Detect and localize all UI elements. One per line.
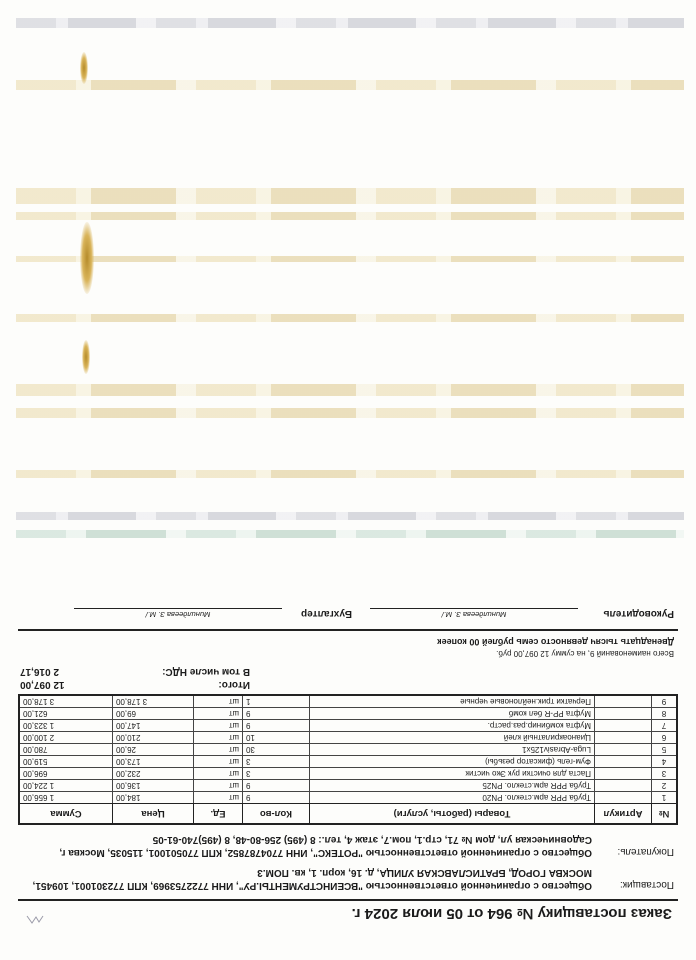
item-qty: 9 bbox=[243, 708, 310, 720]
item-price: 173,00 bbox=[113, 756, 194, 768]
stain-mark bbox=[80, 222, 94, 294]
item-name: Труба PPR арм.стекло. PN25 bbox=[310, 780, 595, 792]
supplier-label: Поставщик: bbox=[619, 879, 674, 890]
item-sum: 1 656,00 bbox=[19, 792, 113, 804]
col-sum-header: Сумма bbox=[19, 804, 113, 825]
item-sku bbox=[595, 695, 652, 708]
accountant-signature-line: Минилдеева З. М./ bbox=[74, 608, 282, 619]
item-number: 7 bbox=[652, 720, 678, 732]
item-price: 3 178,00 bbox=[113, 695, 194, 708]
item-number: 6 bbox=[652, 732, 678, 744]
item-price: 69,00 bbox=[113, 708, 194, 720]
item-sku bbox=[595, 708, 652, 720]
head-signature-line: Минилдеева З. М./ bbox=[370, 608, 578, 619]
item-unit: шт bbox=[194, 744, 243, 756]
item-number: 8 bbox=[652, 708, 678, 720]
col-goods-header: Товары (работы, услуги) bbox=[310, 804, 595, 825]
scan-artifact-band bbox=[16, 18, 684, 28]
item-number: 2 bbox=[652, 780, 678, 792]
signatures-row bbox=[22, 608, 674, 619]
title-divider bbox=[18, 899, 678, 901]
item-sum: 519,00 bbox=[19, 756, 113, 768]
item-unit: шт bbox=[194, 780, 243, 792]
col-qty-header: Кол-во bbox=[243, 804, 310, 825]
item-unit: шт bbox=[194, 792, 243, 804]
item-sum: 2 100,00 bbox=[19, 732, 113, 744]
stain-mark bbox=[82, 340, 90, 374]
table-row bbox=[19, 756, 677, 768]
total-row bbox=[20, 679, 676, 690]
vat-row bbox=[20, 666, 676, 677]
totals-block bbox=[18, 666, 678, 690]
item-price: 232,00 bbox=[113, 768, 194, 780]
item-sku bbox=[595, 744, 652, 756]
item-qty: 9 bbox=[243, 780, 310, 792]
signature-divider bbox=[18, 629, 678, 631]
item-qty: 3 bbox=[243, 756, 310, 768]
item-qty: 30 bbox=[243, 744, 310, 756]
scan-artifact-band bbox=[16, 212, 684, 220]
item-number: 9 bbox=[652, 695, 678, 708]
item-number: 3 bbox=[652, 768, 678, 780]
scan-artifact-band bbox=[16, 188, 684, 204]
item-sku bbox=[595, 768, 652, 780]
col-unit-header: Ед. bbox=[194, 804, 243, 825]
items-table-header bbox=[19, 804, 677, 825]
item-sku bbox=[595, 780, 652, 792]
scan-artifact-band bbox=[16, 384, 684, 396]
buyer-block bbox=[22, 833, 674, 858]
item-qty: 1 bbox=[243, 695, 310, 708]
item-name: Фум-гель (фиксатор резьбы) bbox=[310, 756, 595, 768]
item-sum: 780,00 bbox=[19, 744, 113, 756]
buyer-details: Общество с ограниченной ответственностью "РОТЕКС", ИНН 7704787852, КПП 770501001, 115035, Москва г, Садовническая ул, дом № 71, стр.1, пом.7, этаж 4, тел.: 8 (495) 256-80-48, 8 (495)740-61-05 bbox=[59, 834, 592, 858]
item-sum: 696,00 bbox=[19, 768, 113, 780]
item-number: 1 bbox=[652, 792, 678, 804]
vat-value: 2 016,17 bbox=[20, 666, 59, 677]
vat-label: В том числе НДС: bbox=[162, 666, 250, 677]
item-unit: шт bbox=[194, 756, 243, 768]
item-name: Перчатки трик.нейлоновые черные bbox=[310, 695, 595, 708]
total-value: 12 097,00 bbox=[20, 679, 65, 690]
item-name: Муфта комбинир.раз.растр. bbox=[310, 720, 595, 732]
item-unit: шт bbox=[194, 708, 243, 720]
item-number: 5 bbox=[652, 744, 678, 756]
item-number: 4 bbox=[652, 756, 678, 768]
items-table-body bbox=[19, 695, 677, 804]
document-title: Заказ поставщику № 964 от 05 июля 2024 г. bbox=[351, 905, 672, 922]
scan-artifact-band bbox=[16, 80, 684, 90]
scan-artifact-band bbox=[16, 470, 684, 478]
item-qty: 9 bbox=[243, 720, 310, 732]
item-name: Паста для очистки рук Эко чистик bbox=[310, 768, 595, 780]
table-row bbox=[19, 744, 677, 756]
scan-artifact-band bbox=[16, 314, 684, 322]
item-sum: 3 178,00 bbox=[19, 695, 113, 708]
item-sku bbox=[595, 792, 652, 804]
item-sku bbox=[595, 732, 652, 744]
table-row bbox=[19, 720, 677, 732]
item-name: Luga-Abrasiv125x1 bbox=[310, 744, 595, 756]
item-unit: шт bbox=[194, 768, 243, 780]
items-table bbox=[18, 694, 678, 825]
items-summary: Всего наименований 9, на сумму 12 097,00 руб. bbox=[496, 649, 674, 658]
item-unit: шт bbox=[194, 720, 243, 732]
head-signature-label: Руководитель bbox=[603, 608, 674, 619]
amount-in-words: Двенадцать тысяч девяносто семь рублей 00 копеек bbox=[437, 637, 674, 647]
item-unit: шт bbox=[194, 732, 243, 744]
table-row bbox=[19, 695, 677, 708]
item-name: Цианоакрилатный клей bbox=[310, 732, 595, 744]
item-price: 210,00 bbox=[113, 732, 194, 744]
accountant-signature-label: Бухгалтер bbox=[301, 608, 352, 619]
item-sum: 1 224,00 bbox=[19, 780, 113, 792]
total-label: Итого: bbox=[218, 679, 250, 690]
supplier-block bbox=[22, 866, 674, 891]
item-sku bbox=[595, 756, 652, 768]
item-qty: 10 bbox=[243, 732, 310, 744]
item-name: Труба PPR арм.стекло. PN20 bbox=[310, 792, 595, 804]
table-row bbox=[19, 708, 677, 720]
buyer-label: Покупатель: bbox=[617, 846, 674, 857]
item-price: 147,00 bbox=[113, 720, 194, 732]
scan-artifact-band bbox=[16, 530, 684, 538]
purchase-order-document bbox=[18, 568, 678, 928]
item-qty: 3 bbox=[243, 768, 310, 780]
scan-artifact-band bbox=[16, 256, 684, 262]
item-qty: 9 bbox=[243, 792, 310, 804]
item-name: Муфта PP-R бел комб bbox=[310, 708, 595, 720]
col-number-header: № bbox=[652, 804, 678, 825]
supplier-details: Общество с ограниченной ответственностью "ВСЕИНСТРУМЕНТЫ.РУ", ИНН 7722753969, КПП 772301001, 109451, МОСКВА ГОРОД, БРАТИСЛАВСКАЯ УЛИЦА, д. 16, корп. 1, кв. ПОМ.3 bbox=[32, 867, 592, 891]
scan-artifact-band bbox=[16, 512, 684, 520]
item-price: 136,00 bbox=[113, 780, 194, 792]
table-row bbox=[19, 780, 677, 792]
item-sum: 621,00 bbox=[19, 708, 113, 720]
item-sum: 1 323,00 bbox=[19, 720, 113, 732]
item-price: 184,00 bbox=[113, 792, 194, 804]
item-unit: шт bbox=[194, 695, 243, 708]
item-price: 26,00 bbox=[113, 744, 194, 756]
small-stamp-mark bbox=[26, 914, 44, 924]
table-row bbox=[19, 768, 677, 780]
col-sku-header: Артикул bbox=[595, 804, 652, 825]
table-row bbox=[19, 732, 677, 744]
item-sku bbox=[595, 720, 652, 732]
scan-artifact-band bbox=[16, 408, 684, 418]
col-price-header: Цена bbox=[113, 804, 194, 825]
table-row bbox=[19, 792, 677, 804]
stain-mark bbox=[80, 52, 88, 84]
